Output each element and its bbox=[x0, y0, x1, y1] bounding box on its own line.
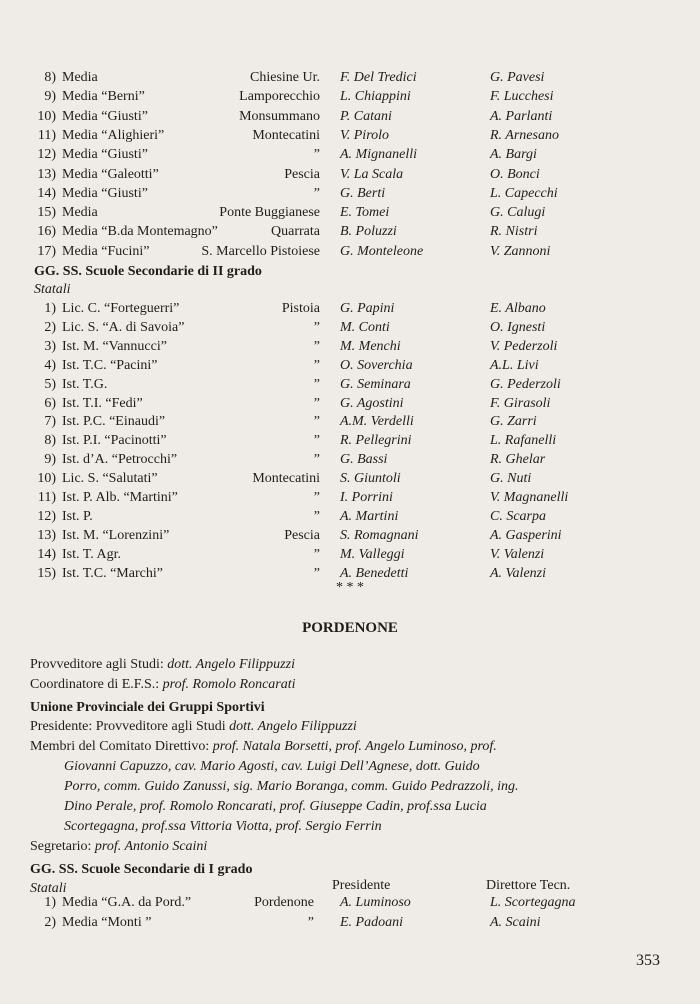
place-name: Montecatini bbox=[252, 127, 320, 143]
pistoia-medie-row bbox=[0, 203, 700, 223]
coordinatore-name: prof. Romolo Roncarati bbox=[162, 677, 296, 692]
coordinatore-label: Coordinatore di E.F.S.: bbox=[30, 677, 160, 692]
row-number: 14) bbox=[37, 546, 56, 562]
place-name: Montecatini bbox=[252, 471, 320, 487]
pistoia-secondo-row bbox=[0, 507, 700, 527]
presidente-name: V. La Scala bbox=[340, 166, 404, 182]
presidente-name: V. Pirolo bbox=[340, 127, 390, 143]
pistoia-secondo-row bbox=[0, 488, 700, 508]
row-number: 15) bbox=[37, 205, 56, 221]
section-title-pordenone: PORDENONE bbox=[302, 620, 398, 636]
row-number: 17) bbox=[37, 243, 56, 259]
pistoia-secondo-row bbox=[0, 545, 700, 565]
presidente-name: F. Del Tredici bbox=[340, 70, 417, 85]
place-name: Quarrata bbox=[271, 224, 320, 240]
pistoia-medie-row bbox=[0, 242, 700, 262]
school-name: Ist. P.I. “Pacinotti” bbox=[62, 433, 167, 449]
pistoia-medie-row bbox=[0, 145, 700, 165]
school-name: Ist. T.C. “Pacini” bbox=[62, 357, 158, 373]
row-number: 2) bbox=[44, 319, 56, 335]
direttore-name: V. Pederzoli bbox=[490, 338, 558, 354]
row-number: 11) bbox=[37, 490, 56, 505]
primo-grado-heading: GG. SS. Scuole Secondarie di I grado bbox=[30, 862, 253, 877]
presidente-name: L. Chiappini bbox=[340, 89, 411, 105]
direttore-name: G. Calugi bbox=[490, 205, 546, 221]
membri-line-0 bbox=[30, 737, 497, 757]
direttore-name: R. Nistri bbox=[490, 224, 538, 240]
presidente-name: A. Martini bbox=[340, 508, 399, 524]
direttore-name: A. Valenzi bbox=[490, 565, 546, 581]
pistoia-secondo-row bbox=[0, 450, 700, 470]
school-name: Ist. P.C. “Einaudi” bbox=[62, 414, 166, 430]
row-number: 1) bbox=[44, 301, 56, 316]
row-number: 9) bbox=[44, 89, 56, 105]
row-number: 2) bbox=[44, 914, 56, 930]
pistoia-secondo-row bbox=[0, 318, 700, 338]
presidente-name: E. Tomei bbox=[340, 205, 390, 221]
pistoia-secondo-row bbox=[0, 299, 700, 319]
row-number: 15) bbox=[37, 565, 56, 581]
direttore-name: G. Pavesi bbox=[490, 70, 545, 85]
union-heading: Unione Provinciale dei Gruppi Sportivi bbox=[30, 700, 265, 715]
school-name: Media bbox=[62, 70, 98, 85]
presidente-name: G. Bassi bbox=[340, 452, 388, 468]
place-name: Pordenone bbox=[254, 895, 314, 910]
presidente-name: M. Menchi bbox=[340, 338, 401, 354]
direttore-name: A. Gasperini bbox=[490, 527, 562, 543]
place-name: ” bbox=[313, 508, 320, 524]
place-name: ” bbox=[313, 565, 320, 581]
school-name: Lic. S. “A. di Savoia” bbox=[62, 319, 185, 335]
col-presidente-header: Presidente bbox=[332, 878, 391, 893]
school-name: Ist. d’A. “Petrocchi” bbox=[62, 452, 178, 468]
presidente-name: A.M. Verdelli bbox=[340, 414, 414, 430]
place-name: ” bbox=[313, 433, 320, 449]
row-number: 8) bbox=[44, 433, 56, 449]
school-name: Media “Galeotti” bbox=[62, 166, 159, 182]
place-name: ” bbox=[313, 319, 320, 335]
place-name: ” bbox=[307, 914, 314, 930]
row-number: 11) bbox=[37, 127, 56, 143]
membri-label: Membri del Comitato Direttivo: bbox=[30, 739, 210, 754]
direttore-name: L. Scortegagna bbox=[490, 895, 576, 910]
school-name: Media “Giusti” bbox=[62, 108, 148, 124]
coordinatore-line bbox=[30, 675, 296, 695]
school-name: Lic. C. “Forteguerri” bbox=[62, 301, 180, 316]
direttore-name: F. Girasoli bbox=[490, 395, 551, 411]
direttore-name: O. Bonci bbox=[490, 166, 540, 182]
direttore-name: V. Zannoni bbox=[490, 243, 551, 259]
pistoia-medie-row bbox=[0, 184, 700, 204]
pistoia-medie-row bbox=[0, 107, 700, 127]
pistoia-medie-row bbox=[0, 126, 700, 146]
direttore-name: A. Scaini bbox=[490, 914, 541, 930]
row-number: 10) bbox=[37, 471, 56, 487]
place-name: ” bbox=[313, 414, 320, 430]
pistoia-secondo-row bbox=[0, 431, 700, 451]
place-name: Chiesine Ur. bbox=[250, 70, 320, 85]
place-name: ” bbox=[313, 376, 320, 392]
pistoia-secondo-row bbox=[0, 375, 700, 395]
place-name: ” bbox=[313, 546, 320, 562]
pordenone-row bbox=[0, 893, 700, 913]
pistoia-medie-row bbox=[0, 165, 700, 185]
row-number: 6) bbox=[44, 395, 56, 411]
presidente-name: dott. Angelo Filippuzzi bbox=[229, 719, 357, 734]
presidente-name: A. Mignanelli bbox=[340, 147, 417, 163]
pistoia-secondo-row bbox=[0, 412, 700, 432]
secondo-grado-heading: GG. SS. Scuole Secondarie di II grado bbox=[34, 264, 262, 279]
school-name: Media “Monti ” bbox=[62, 914, 152, 930]
row-number: 1) bbox=[44, 895, 56, 910]
direttore-name: G. Zarri bbox=[490, 414, 537, 430]
presidente-name: M. Valleggi bbox=[340, 546, 405, 562]
pistoia-secondo-row bbox=[0, 526, 700, 546]
presidente-line bbox=[30, 717, 357, 737]
pistoia-medie-row bbox=[0, 222, 700, 242]
membri-line-3: Dino Perale, prof. Romolo Roncarati, prof. Giuseppe Cadin, prof.ssa Lucia bbox=[64, 799, 487, 814]
presidente-name: G. Papini bbox=[340, 301, 395, 316]
membri-text-0: prof. Natala Borsetti, prof. Angelo Luminoso, prof. bbox=[212, 739, 497, 754]
school-name: Media bbox=[62, 205, 98, 221]
provveditore-line bbox=[30, 655, 295, 675]
school-name: Ist. P. Alb. “Martini” bbox=[62, 490, 178, 505]
row-number: 4) bbox=[44, 357, 56, 373]
row-number: 3) bbox=[44, 338, 56, 354]
school-name: Ist. M. “Lorenzini” bbox=[62, 527, 170, 543]
presidente-name: S. Romagnani bbox=[340, 527, 419, 543]
row-number: 13) bbox=[37, 166, 56, 182]
presidente-name: G. Seminara bbox=[340, 376, 411, 392]
presidente-name: A. Benedetti bbox=[340, 565, 409, 581]
pistoia-medie-row bbox=[0, 68, 700, 88]
row-number: 12) bbox=[37, 508, 56, 524]
pordenone-statali-label: Statali bbox=[30, 881, 67, 896]
school-name: Media “G.A. da Pord.” bbox=[62, 895, 192, 910]
place-name: ” bbox=[313, 185, 320, 201]
school-name: Lic. S. “Salutati” bbox=[62, 471, 158, 487]
row-number: 13) bbox=[37, 527, 56, 543]
presidente-name: A. Luminoso bbox=[340, 895, 411, 910]
presidente-name: P. Catani bbox=[340, 108, 392, 124]
col-direttore-header: Direttore Tecn. bbox=[486, 878, 571, 893]
provveditore-name: dott. Angelo Filippuzzi bbox=[167, 657, 295, 672]
place-name: Monsummano bbox=[239, 108, 320, 124]
place-name: Pescia bbox=[284, 166, 320, 182]
row-number: 7) bbox=[44, 414, 56, 430]
pistoia-secondo-row bbox=[0, 337, 700, 357]
school-name: Ist. M. “Vannucci” bbox=[62, 338, 167, 354]
row-number: 10) bbox=[37, 108, 56, 124]
place-name: ” bbox=[313, 490, 320, 505]
direttore-name: L. Capecchi bbox=[490, 185, 558, 201]
row-number: 8) bbox=[44, 70, 56, 85]
pistoia-secondo-row bbox=[0, 394, 700, 414]
direttore-name: F. Lucchesi bbox=[490, 89, 554, 105]
statali-label: Statali bbox=[34, 282, 71, 297]
school-name: Media “Giusti” bbox=[62, 147, 148, 163]
direttore-name: G. Nuti bbox=[490, 471, 532, 487]
provveditore-label: Provveditore agli Studi: bbox=[30, 657, 164, 672]
presidente-name: S. Giuntoli bbox=[340, 471, 401, 487]
direttore-name: C. Scarpa bbox=[490, 508, 546, 524]
place-name: Pistoia bbox=[281, 301, 320, 316]
place-name: Ponte Buggianese bbox=[219, 205, 320, 221]
direttore-name: A. Parlanti bbox=[490, 108, 553, 124]
row-number: 5) bbox=[44, 376, 56, 392]
school-name: Media “B.da Montemagno” bbox=[62, 224, 218, 240]
school-name: Media “Berni” bbox=[62, 89, 145, 105]
segretario-name: prof. Antonio Scaini bbox=[94, 839, 208, 854]
direttore-name: R. Ghelar bbox=[490, 452, 546, 468]
direttore-name: E. Albano bbox=[490, 301, 546, 316]
place-name: ” bbox=[313, 452, 320, 468]
segretario-label: Segretario: bbox=[30, 839, 92, 854]
school-name: Ist. T.I. “Fedi” bbox=[62, 395, 143, 411]
school-name: Media “Alighieri” bbox=[62, 127, 165, 143]
direttore-name: G. Pederzoli bbox=[490, 376, 561, 392]
school-name: Ist. T.G. bbox=[62, 376, 108, 392]
place-name: Pescia bbox=[284, 527, 320, 543]
presidente-name: G. Monteleone bbox=[340, 243, 424, 259]
row-number: 9) bbox=[44, 452, 56, 468]
presidente-name: B. Poluzzi bbox=[340, 224, 397, 240]
direttore-name: L. Rafanelli bbox=[490, 433, 557, 449]
page-number: 353 bbox=[636, 952, 660, 969]
direttore-name: A. Bargi bbox=[490, 147, 537, 163]
separator-stars: * * * bbox=[336, 580, 364, 595]
presidente-name: I. Porrini bbox=[340, 490, 393, 505]
membri-line-4: Scortegagna, prof.ssa Vittoria Viotta, prof. Sergio Ferrin bbox=[64, 819, 382, 834]
presidente-name: E. Padoani bbox=[340, 914, 403, 930]
direttore-name: R. Arnesano bbox=[490, 127, 559, 143]
row-number: 12) bbox=[37, 147, 56, 163]
presidente-name: G. Agostini bbox=[340, 395, 404, 411]
row-number: 14) bbox=[37, 185, 56, 201]
place-name: ” bbox=[313, 395, 320, 411]
presidente-name: M. Conti bbox=[340, 319, 390, 335]
direttore-name: V. Magnanelli bbox=[490, 490, 569, 505]
direttore-name: V. Valenzi bbox=[490, 546, 545, 562]
direttore-name: O. Ignesti bbox=[490, 319, 546, 335]
membri-line-2: Porro, comm. Guido Zanussi, sig. Mario Boranga, comm. Guido Pedrazzoli, ing. bbox=[64, 779, 519, 794]
presidente-label: Presidente: Provveditore agli Studi bbox=[30, 719, 226, 734]
pistoia-secondo-row bbox=[0, 356, 700, 376]
row-number: 16) bbox=[37, 224, 56, 240]
pistoia-secondo-row bbox=[0, 469, 700, 489]
membri-line-1: Giovanni Capuzzo, cav. Mario Agosti, cav. Luigi Dell’Agnese, dott. Guido bbox=[64, 759, 480, 774]
school-name: Media “Giusti” bbox=[62, 185, 148, 201]
direttore-name: A.L. Livi bbox=[490, 357, 539, 373]
place-name: ” bbox=[313, 338, 320, 354]
school-name: Media “Fucini” bbox=[62, 243, 150, 259]
school-name: Ist. T.C. “Marchi” bbox=[62, 565, 163, 581]
segretario-line bbox=[30, 837, 207, 857]
school-name: Ist. T. Agr. bbox=[62, 546, 121, 562]
pordenone-row bbox=[0, 913, 700, 933]
place-name: ” bbox=[313, 147, 320, 163]
place-name: Lamporecchio bbox=[239, 89, 320, 105]
presidente-name: R. Pellegrini bbox=[340, 433, 412, 449]
place-name: ” bbox=[313, 357, 320, 373]
presidente-name: O. Soverchia bbox=[340, 357, 413, 373]
pistoia-medie-row bbox=[0, 87, 700, 107]
school-name: Ist. P. bbox=[62, 508, 93, 524]
place-name: S. Marcello Pistoiese bbox=[201, 243, 320, 259]
presidente-name: G. Berti bbox=[340, 185, 386, 201]
